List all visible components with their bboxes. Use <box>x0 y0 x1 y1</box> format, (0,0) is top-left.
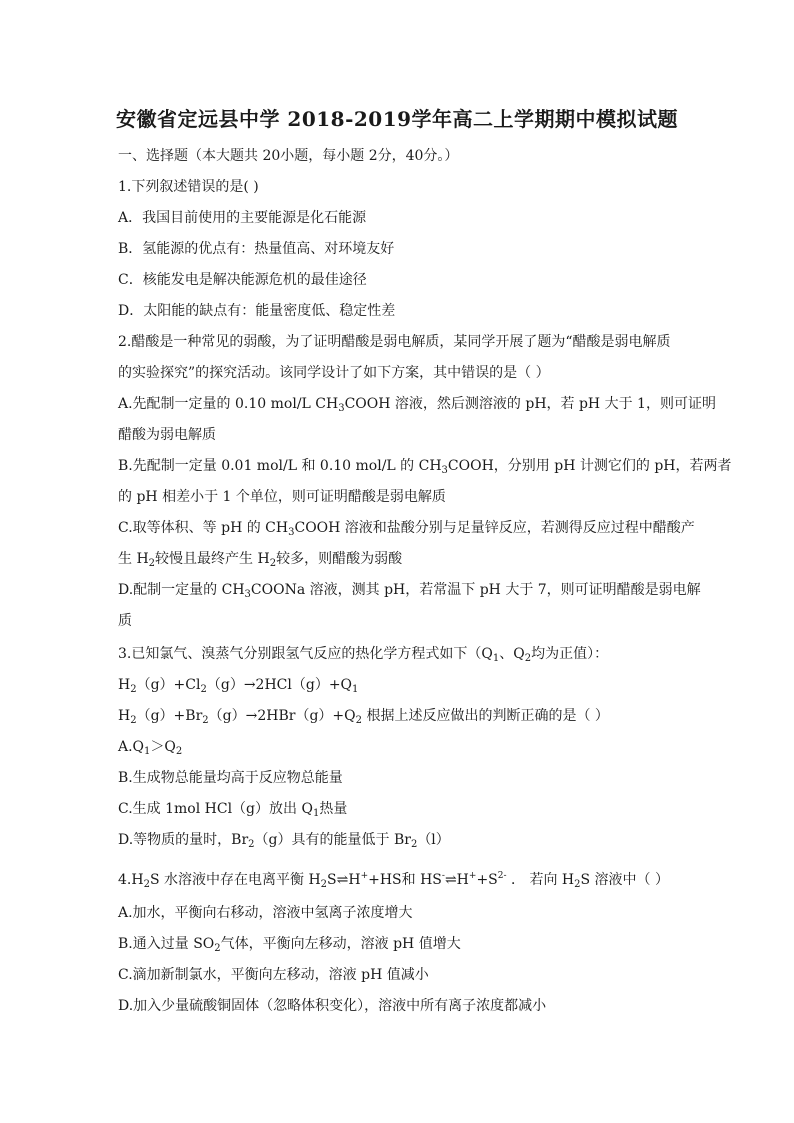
q3-option-a: $A.Q_1>Q_2$ <box>118 739 183 757</box>
q1-option-a: A．我国目前使用的主要能源是化石能源 <box>118 210 367 226</box>
exam-title: 安徽省定远县中学 2018-2019学年高二上学期期中模拟试题 <box>115 107 679 131</box>
q3-stem: 3.已知氯气、溴蒸气分别跟氢气反应的热化学方程式如下（$Q_1$、$Q_2$均为正值）： <box>118 646 609 664</box>
q3-option-c: C.生成 1mol HCl（g）放出 $Q_1$热量 <box>118 801 348 819</box>
q1-option-d: D．太阳能的缺点有：能量密度低、稳定性差 <box>118 303 396 319</box>
q2-option-a-line1: A.先配制一定量的 0.10 mol/L $CH_3COOH$ 溶液，然后测溶液的 pH，若 pH 大于 1，则可证明 <box>118 396 716 414</box>
q2-option-d-line2: 质 <box>118 613 132 629</box>
q3-option-b: B.生成物总能量均高于反应物总能量 <box>118 770 343 786</box>
q2-option-c-line1: C.取等体积、等 pH 的 $CH_3COOH$ 溶液和盐酸分别与足量锌反应，若测得反应过程中醋酸产 <box>118 520 695 538</box>
q4-option-c: C.滴加新制氯水，平衡向左移动，溶液 pH 值减小 <box>118 967 429 983</box>
q3-equation-1: $H_2(g)+Cl_2(g)\to 2HCl(g)+Q_1$ <box>118 677 359 695</box>
q1-stem: 1.下列叙述错误的是( ) <box>118 179 259 195</box>
q3-equation-2: $H_2(g)+Br_2(g)\to 2HBr(g)+Q_2$ 根据上述反应做出的判断正确的是（ ） <box>118 708 609 726</box>
section-heading: 一、选择题（本大题共 20小题，每小题 2分，40分。） <box>118 148 459 164</box>
q4-option-d: D.加入少量硫酸铜固体（忽略体积变化），溶液中所有离子浓度都减小 <box>118 998 547 1014</box>
q2-option-d-line1: D.配制一定量的 $CH_3COONa$ 溶液，测其 pH，若常温下 pH 大于 7，则可证明醋酸是弱电解 <box>118 582 701 600</box>
q2-option-b-line1: B.先配制一定量 0.01 mol/L 和 0.10 mol/L 的 $CH_3COOH$，分别用 pH 计测它们的 pH，若两者 <box>118 458 732 476</box>
q2-option-a-line2: 醋酸为弱电解质 <box>118 427 216 443</box>
q4-stem: $4.H_2S$ 水溶液中存在电离平衡 $H_2S\rightleftharpoons H^++HS$和 $HS^-\rightleftharpoons H^++S^{2-}$ ． 若向 $H_2S$ 溶液中（ ） <box>118 871 669 890</box>
q2-stem-line2: 的实验探究”的探究活动。该同学设计了如下方案，其中错误的是（ ） <box>118 365 550 381</box>
q2-option-c-line2: 生 $H_2$较慢且最终产生 $H_2$较多，则醋酸为弱酸 <box>118 551 403 569</box>
q4-option-a: A.加水，平衡向右移动，溶液中氢离子浓度增大 <box>118 905 413 921</box>
q1-option-b: B．氢能源的优点有：热量值高、对环境友好 <box>118 241 395 257</box>
q4-option-b: B.通入过量 $SO_2$气体，平衡向左移动，溶液 pH 值增大 <box>118 936 461 954</box>
q2-option-b-line2: 的 pH 相差小于 1 个单位，则可证明醋酸是弱电解质 <box>118 489 446 505</box>
q1-option-c: C．核能发电是解决能源危机的最佳途径 <box>118 272 367 288</box>
q3-option-d: D.等物质的量时，$Br_2(g)$具有的能量低于 $Br_2(l)$ <box>118 832 450 850</box>
q2-stem-line1: 2.醋酸是一种常见的弱酸，为了证明醋酸是弱电解质，某同学开展了题为“醋酸是弱电解质 <box>118 334 671 350</box>
